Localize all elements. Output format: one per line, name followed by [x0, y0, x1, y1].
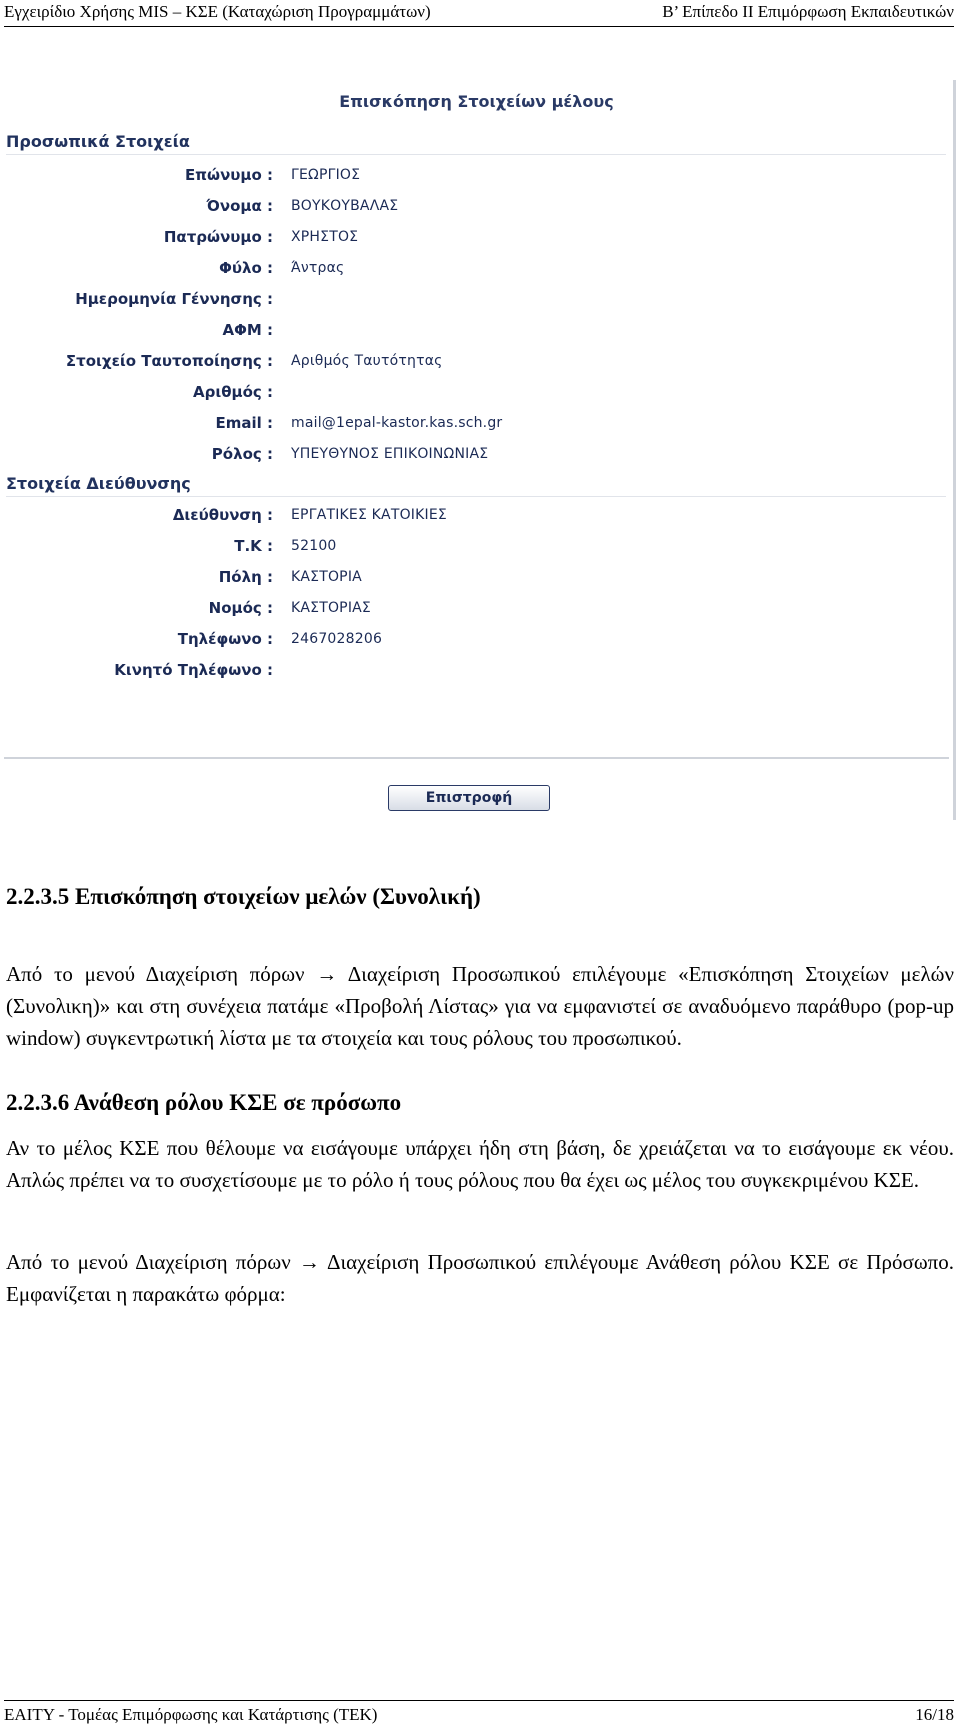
field-label: Φύλο : — [219, 259, 273, 277]
field-label: Ρόλος : — [211, 445, 273, 463]
field-value: ΧΡΗΣΤΟΣ — [291, 229, 359, 245]
return-button[interactable]: Επιστροφή — [388, 785, 550, 811]
field-label: Αριθμός : — [193, 383, 273, 401]
field-label: Όνομα : — [206, 197, 273, 215]
screenshot-edge — [953, 80, 956, 820]
header-right: Β’ Επίπεδο ΙΙ Επιμόρφωση Εκπαιδευτικών — [662, 2, 954, 21]
field-label: Τηλέφωνο : — [177, 630, 273, 648]
page-number: 16/18 — [915, 1705, 954, 1724]
field-label: Τ.Κ : — [234, 537, 273, 555]
field-row-name — [4, 191, 949, 221]
field-label: Νομός : — [208, 599, 273, 617]
field-row-email — [4, 408, 949, 438]
field-value: 52100 — [291, 538, 337, 554]
field-value: Άντρας — [291, 260, 345, 276]
field-row-mobile — [4, 655, 949, 685]
field-value: ΚΑΣΤΟΡΙΑΣ — [291, 600, 371, 616]
field-value: ΕΡΓΑΤΙΚΕΣ ΚΑΤΟΙΚΙΕΣ — [291, 507, 447, 523]
field-row-birthdate — [4, 284, 949, 314]
field-row-id-type — [4, 346, 949, 376]
section-heading-assign-role: 2.2.3.6 Ανάθεση ρόλου ΚΣΕ σε πρόσωπο — [6, 1090, 402, 1115]
field-value: ΓΕΩΡΓΙΟΣ — [291, 167, 361, 183]
field-label: Ημερομηνία Γέννησης : — [75, 290, 273, 308]
field-row-surname — [4, 160, 949, 190]
paragraph-overview: Από το μενού Διαχείριση πόρων → Διαχείριση Προσωπικού επιλέγουμε «Επισκόπηση Στοιχείων μελών (Συνολικη)» και στη συνέχεια πατάμε «Προβολή Λίστας» για να εμφανιστεί σε αναδυόμενο παράθυρο (pop-up window) συγκεντρωτική λίστα με τα στοιχεία και τους ρόλους του προσωπικού. — [6, 962, 954, 1050]
field-value: ΒΟΥΚΟΥΒΑΛΑΣ — [291, 198, 399, 214]
section-personal-title: Προσωπικά Στοιχεία — [6, 132, 190, 151]
form-bottom-divider — [4, 757, 949, 759]
field-row-gender — [4, 253, 949, 283]
field-row-fathers-name — [4, 222, 949, 252]
field-value: Αριθμός Ταυτότητας — [291, 353, 443, 369]
field-row-prefecture — [4, 593, 949, 623]
field-value: mail@1epal-kastor.kas.sch.gr — [291, 415, 503, 431]
field-label: ΑΦΜ : — [222, 321, 273, 339]
page-footer — [4, 1700, 954, 1729]
paragraph-assign-role-menu: Από το μενού Διαχείριση πόρων → Διαχείριση Προσωπικού επιλέγουμε Ανάθεση ρόλου ΚΣΕ σε Πρόσωπο. Εμφανίζεται η παρακάτω φόρμα: — [6, 1250, 954, 1306]
section-address-title: Στοιχεία Διεύθυνσης — [6, 474, 191, 493]
page-header — [4, 2, 954, 27]
section-heading-overview: 2.2.3.5 Επισκόπηση στοιχείων μελών (Συνολική) — [6, 884, 481, 909]
field-label: Πόλη : — [218, 568, 273, 586]
section-divider — [6, 154, 946, 155]
field-label: Κινητό Τηλέφωνο : — [114, 661, 273, 679]
field-row-tax-id — [4, 315, 949, 345]
field-row-phone — [4, 624, 949, 654]
field-label: Email : — [215, 414, 273, 432]
paragraph-assign-role: Αν το μέλος ΚΣΕ που θέλουμε να εισάγουμε υπάρχει ήδη στη βάση, δε χρειάζεται να το εισάγουμε εκ νέου. Απλώς πρέπει να το συσχετίσουμε με το ρόλο ή τους ρόλους που θα έχει ως μέλος του συγκεκριμένου ΚΣΕ. — [6, 1136, 954, 1192]
footer-left: ΕΑΙΤΥ - Τομέας Επιμόρφωσης και Κατάρτισης (ΤΕΚ) — [4, 1705, 378, 1724]
field-label: Επώνυμο : — [184, 166, 273, 184]
field-label: Διεύθυνση : — [172, 506, 273, 524]
field-row-id-number — [4, 377, 949, 407]
field-row-postcode — [4, 531, 949, 561]
field-value: ΚΑΣΤΟΡΙΑ — [291, 569, 362, 585]
field-label: Πατρώνυμο : — [163, 228, 273, 246]
section-divider — [6, 496, 946, 497]
field-row-address — [4, 500, 949, 530]
member-details-screenshot — [4, 80, 956, 820]
field-row-city — [4, 562, 949, 592]
field-label: Στοιχείο Ταυτοποίησης : — [65, 352, 273, 370]
field-row-role — [4, 439, 949, 469]
form-title: Επισκόπηση Στοιχείων μέλους — [339, 92, 614, 111]
header-left: Εγχειρίδιο Χρήσης MIS – ΚΣΕ (Καταχώριση Προγραμμάτων) — [4, 2, 431, 21]
field-value: ΥΠΕΥΘΥΝΟΣ ΕΠΙΚΟΙΝΩΝΙΑΣ — [291, 446, 489, 462]
field-value: 2467028206 — [291, 631, 383, 647]
